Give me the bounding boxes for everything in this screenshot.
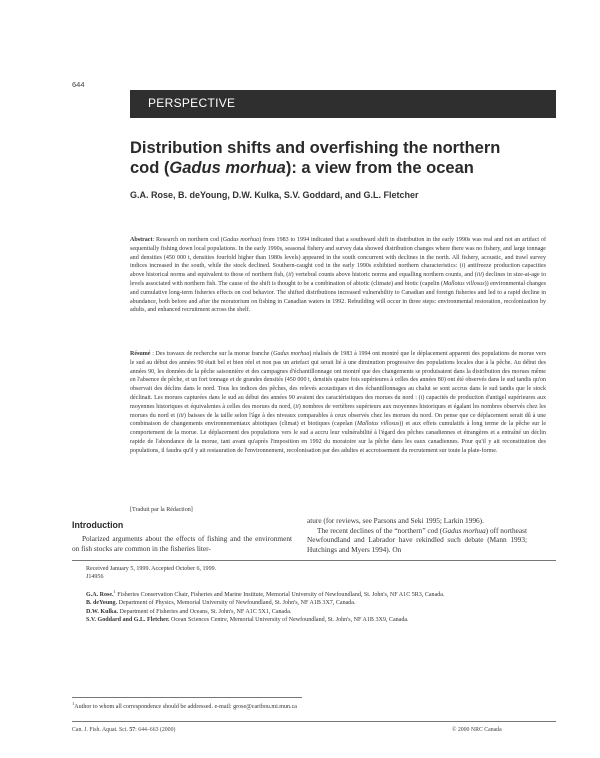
intro-text: The recent declines of the “northern” cod ( bbox=[317, 525, 443, 535]
page-number: 644 bbox=[72, 80, 85, 89]
section-banner-label: PERSPECTIVE bbox=[148, 96, 236, 110]
received-dates: Received January 5, 1999. Accepted October 6, 1999. bbox=[86, 566, 217, 572]
title-species-name: Gadus morhua bbox=[169, 158, 286, 177]
abstract-text: ) vertebral counts above historic norms and equalling northern counts, and ( bbox=[291, 272, 477, 279]
intro-right-para-2 bbox=[307, 526, 527, 555]
title-line-2-end: ): a view from the ocean bbox=[285, 158, 474, 177]
abstract-italic: Mallotus villosus bbox=[443, 280, 485, 287]
intro-right-column bbox=[307, 516, 527, 554]
affiliation-text: Fisheries Conservation Chair, Fisheries and Marine Institute, Memorial University of Newfoundland, St. John's, NF A1C 5R3, Canada. bbox=[115, 591, 445, 598]
journal-volume: 57 bbox=[129, 727, 136, 733]
abstract-text: ) antifreeze production capacities above historical norms and equivalent to those of northern fish, ( bbox=[130, 263, 546, 279]
copyright-notice: © 2000 NRC Canada bbox=[452, 727, 502, 733]
resume-italic: Gadus morhua bbox=[273, 351, 310, 357]
intro-text: ) off northeast Newfoundland and Labrador have rekindled such debate (Mann 1993; Hutchings and Myers 1994). On bbox=[307, 525, 528, 554]
correspondence-footnote bbox=[72, 701, 297, 710]
affiliation-sup: 1 bbox=[113, 588, 116, 594]
affiliation bbox=[86, 616, 556, 624]
author-list: G.A. Rose, B. deYoung, D.W. Kulka, S.V. Goddard, and G.L. Fletcher bbox=[130, 190, 419, 200]
affiliation-text: Department of Physics, Memorial University of Newfoundland, St. John's, NF A1B 3X7, Canada. bbox=[117, 600, 356, 607]
resume-text: ) nombres de vertèbres supérieurs aux moyennes historiques et égalant les nombres observés chez les morues du nord et ( bbox=[130, 403, 546, 419]
translation-note: [Traduit par la Rédaction] bbox=[130, 507, 193, 513]
intro-italic: Gadus morhua bbox=[442, 525, 486, 535]
resume-text: ) baisses de la taille selon l'âge à des niveaux comparables à ceux observés chez les morues du nord. On pense que ce déplacement serait dû à une combinaison de changements environnementaux abiotiques (climat) et biotiques (capelan ( bbox=[130, 412, 546, 428]
article-title bbox=[130, 139, 560, 178]
manuscript-id: J14956 bbox=[86, 574, 104, 581]
resume-text: : Des travaux de recherche sur la morue franche ( bbox=[150, 351, 274, 357]
abstract-text: ) from 1983 to 1994 indicated that a southward shift in distribution in the early 1990s was real and not an artifact of sequentially fishing down local populations. In the early 1990s, seasonal fishery and survey data showed distribution changes where there was no fishery, and large tonnage and densities (450 000 t, densities fourfold higher than 1980s levels) appeared in the south concurrent with declines in the north. All fishery, acoustic, and trawl survey indices increased in the south, while the stock declined. Southern-caught cod in the early 1990s exhibited northern characteristics: ( bbox=[130, 237, 546, 270]
footnote-divider bbox=[72, 697, 302, 698]
resume-text: ) réalisés de 1983 à 1994 ont montré que le déplacement apparent des populations de morue vers le sud au début des années 90 était bel et bien réel et non pas un artefact qui serait lié à une diminution progressive des populations locales due à la pêche. Au début des années 90, les données de la pêche saisonnière et des campagnes d'échantillonnage ont montré que des changements se produisaient dans la distribution des morues même en l'absence de pêche, et un fort tonnage et de grandes densités (450 000 t, densités quatre fois supérieures à celles des années 80) ont été observés dans le sud tandis qu'on observait des déclins dans le nord. Tous les indices des pêches, des relevés acoustiques et des échantillonnages au chalut se sont accrus dans le sud tandis que le stock déclinait. Les morues capturées dans le sud au début des années 90 avaient des caractéristiques des morues du nord : ( bbox=[130, 351, 546, 401]
footnote-text: Author to whom all correspondence should be addressed. e-mail: grose@caribou.mi.mun.ca bbox=[74, 704, 297, 711]
notes-divider-top bbox=[72, 560, 556, 561]
abstract-french bbox=[130, 350, 546, 456]
section-banner bbox=[130, 90, 556, 118]
abstract-italic: Gadus morhua bbox=[222, 237, 260, 243]
affiliation bbox=[86, 588, 556, 599]
journal-name: Can. J. Fish. Aquat. Sci. bbox=[72, 727, 130, 733]
journal-citation bbox=[72, 727, 175, 733]
title-line-1: Distribution shifts and overfishing the northern bbox=[130, 139, 501, 157]
abstract-italic: iii bbox=[476, 272, 482, 279]
affiliation-text: Ocean Sciences Centre, Memorial University of Newfoundland, St. John's, NF A1B 3X9, Canada. bbox=[169, 617, 409, 624]
resume-italic: Mallotus villosus bbox=[356, 421, 400, 428]
intro-left-column: Polarized arguments about the effects of fishing and the environment on fish stocks are common in the fisheries liter- bbox=[72, 534, 292, 553]
abstract-label: Abstract bbox=[130, 237, 153, 243]
affiliation-text: Department of Fisheries and Oceans, St. John's, NF A1C 5X1, Canada. bbox=[118, 608, 292, 615]
page-bottom-rule bbox=[72, 721, 556, 722]
introduction-heading: Introduction bbox=[72, 520, 124, 530]
resume-italic: iii bbox=[178, 412, 184, 419]
resume-text: ) capacités de production d'antigel supérieures aux moyennes historiques et équivalentes à celles des morues du nord, ( bbox=[130, 394, 546, 410]
abstract-text: )) environmental changes and cumulative long-term fisheries effects on cod behavior. The shifted distributions increased vulnerability to Canadian and foreign fisheries and led to a rapid decline in abundance, both before and after the moratorium on fishing in Canadian waters in 1992. Rebuilding will occur in three steps: environmental restoration, recolonization by adults, and enhanced recruitment across the shelf. bbox=[130, 280, 547, 314]
abstract-italic: ii bbox=[288, 272, 292, 279]
article-notes bbox=[86, 565, 556, 624]
affiliation-name: S.V. Goddard and G.L. Fletcher. bbox=[86, 617, 170, 624]
title-line-2-start: cod ( bbox=[130, 158, 170, 177]
abstract-text: : Research on northern cod ( bbox=[152, 237, 223, 243]
affiliation bbox=[86, 608, 556, 616]
resume-label: Résumé bbox=[130, 351, 151, 357]
abstract-english bbox=[130, 236, 546, 315]
resume-italic: i bbox=[420, 394, 423, 401]
footnote-marker: 1 bbox=[72, 701, 75, 706]
affiliation-name: B. deYoung. bbox=[86, 600, 118, 607]
resume-italic: ii bbox=[295, 403, 299, 410]
affiliation bbox=[86, 599, 556, 607]
intro-right-para-1: ature (for reviews, see Parsons and Seki 1995; Larkin 1996). bbox=[307, 516, 484, 525]
abstract-text: ) declines in size-at-age to levels associated with northern fish. The cause of the shift is thought to be a combination of abiotic (climate) and biotic (capelin ( bbox=[130, 272, 546, 287]
abstract-italic: i bbox=[461, 263, 464, 270]
resume-text: )) et aux effets cumulatifs à long terme de la pêche sur le comportement de la morue. Le déplacement des populations vers le sud a accru leur vulnérabilité à l'égard des pêches canadiennes et étrangères et a entraîné un déclin rapide de l'abondance de la morue, tant avant qu'après l'imposition en 1992 du moratoire sur la pêche dans les eaux canadiennes. Pour qu'il y ait reconstitution des populations, il faudra qu'il y ait restauration de l'environnement, recolonisation par des adultes et accroissement du recrutement sur toute la plate-forme. bbox=[130, 421, 546, 454]
affiliation-name: D.W. Kulka. bbox=[86, 608, 119, 615]
affiliation-name: G.A. Rose. bbox=[86, 591, 114, 598]
journal-pages: : 644–663 (2000) bbox=[135, 727, 176, 733]
